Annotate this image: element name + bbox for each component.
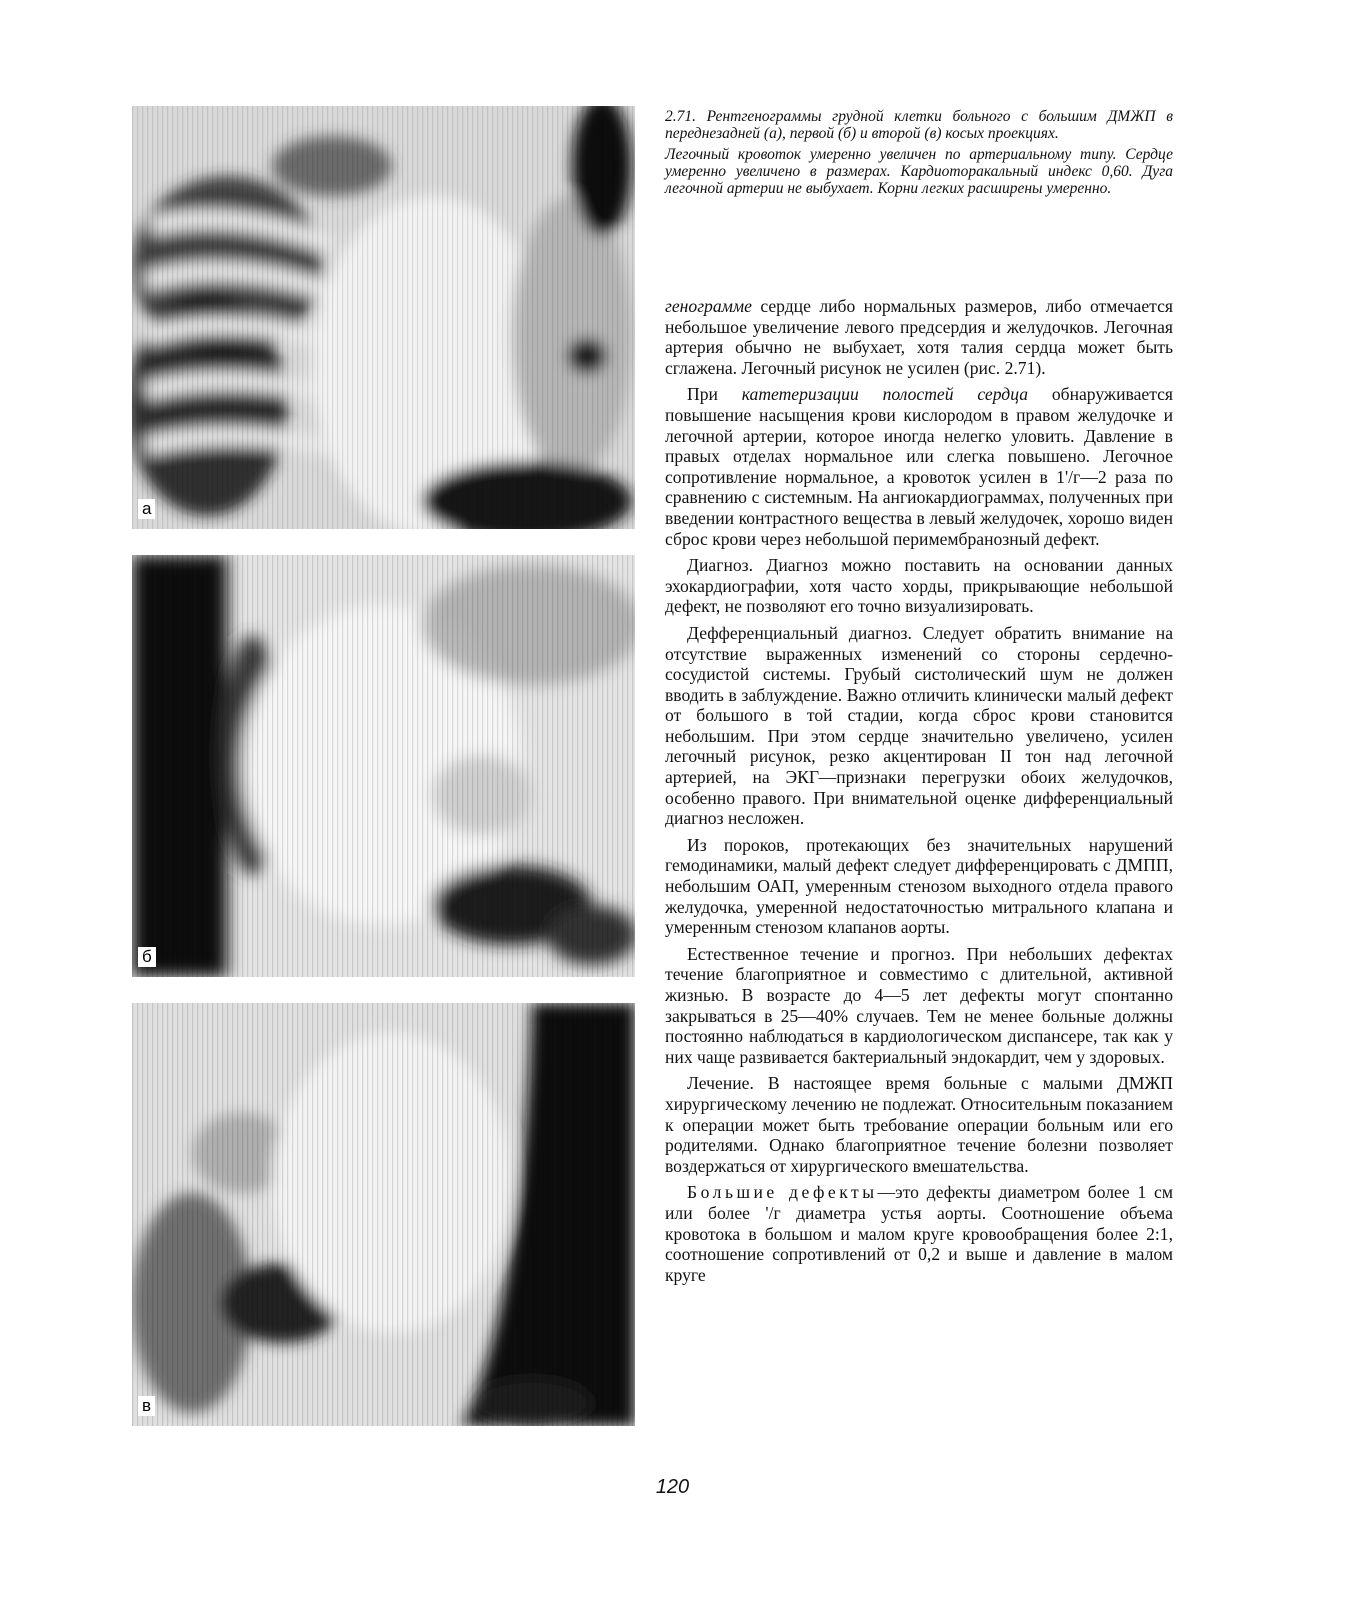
page-number: 120 [655,1476,690,1498]
paragraph-8 [665,1182,1173,1285]
paragraph-1-italic: генограмме [665,296,752,316]
paragraph-4: Дефференциальный диагноз. Следует обратить внимание на отсутствие выраженных изменений со стороны сердечно-сосудистой системы. Грубый систолический шум не должен вводить в заблуждение. Важно отличить клинически малый дефект от большого в той стадии, когда сброс крови становится небольшим. При этом сердце значительно увеличено, усилен легочный рисунок, резко акцентирован II тон над легочной артерией, на ЭКГ—признаки перегрузки обоих желудочков, особенно правого. При внимательной оценке дифференциальный диагноз несложен. [665,622,1173,829]
paragraph-6: Естественное течение и прогноз. При небольших дефектах течение благоприятное и совместимо с длительной, активной жизнью. В возрасте до 4—5 лет дефекты могут спонтанно закрываться в 25—40% случаев. Тем не менее больные должны постоянно наблюдаться в кардиологическом диспансере, так как у них чаще развивается бактериальный эндокардит, чем у здоровых. [665,943,1173,1067]
xray-image-a [132,106,635,529]
paragraph-5: Из пороков, протекающих без значительных нарушений гемодинамики, малый дефект следует дифференцировать с ДМПП, небольшим ОАП, умеренным стенозом выходного отдела правого желудочка, умеренной недостаточностью митрального клапана и умеренным стенозом клапанов аорты. [665,834,1173,938]
paragraph-2-text: обнаруживается повышение насыщения крови кислородом в правом желудочке и легочной артерии, которое иногда нелегко уловить. Давление в правых отделах нормальное или слегка повышено. Легочное сопротивление нормальное, а кровоток усилен в 1'/г—2 раза по сравнению с системным. На ангиокардиограммах, полученных при введении контрастного вещества в левый желудочек, хорошо виден сброс крови через небольшой перимембранозный дефект. [665,384,1173,549]
figure-label-b: б [138,947,156,967]
figure-label-a: а [138,499,155,519]
body-text [665,296,1173,1291]
paragraph-2 [665,384,1173,549]
xray-figure-c [132,1003,635,1426]
figure-caption [665,108,1173,201]
paragraph-8-spaced: Большие дефекты [687,1182,878,1203]
caption-title: 2.71. Рентгенограммы грудной клетки больного с большим ДМЖП в переднезадней (а), первой (б) и второй (в) косых проекциях. [665,108,1173,142]
paragraph-3: Диагноз. Диагноз можно поставить на основании данных эхокардиографии, хотя часто хорды, прикрывающие небольшой дефект, не позволяют его точно визуализировать. [665,555,1173,617]
xray-image-c [132,1003,635,1426]
paragraph-7: Лечение. В настоящее время больные с малыми ДМЖП хирургическому лечению не подлежат. Относительным показанием к операции может быть требование операции больным или его родителями. Однако благоприятное течение болезни позволяет воздержаться от хирургического вмешательства. [665,1073,1173,1176]
xray-figure-a [132,106,635,529]
paragraph-2-italic: катетеризации полостей сердца [741,384,1029,405]
paragraph-1-text: сердце либо нормальных размеров, либо отмечается небольшое увеличение левого предсердия и желудочков. Легочная артерия обычно не выбухает, хотя талия сердца может быть сглажена. Легочный рисунок не усилен (рис. 2.71). [665,296,1173,378]
xray-image-b [132,555,635,977]
caption-description: Легочный кровоток умеренно увеличен по артериальному типу. Сердце умеренно увеличено в размерах. Кардиоторакальный индекс 0,60. Дуга легочной артерии не выбухает. Корни легких расширены умеренно. [665,146,1173,197]
paragraph-2-start: При [687,384,742,405]
figure-label-c: в [138,1396,155,1416]
paragraph-1 [665,296,1173,378]
paragraph-8-text: —это дефекты диаметром более 1 см или более '/г диаметра устья аорты. Соотношение объема кровотока в большом и малом круге кровообращения более 2:1, соотношение сопротивлений от 0,2 и выше и давление в малом круге [665,1182,1173,1285]
xray-figure-b [132,555,635,977]
